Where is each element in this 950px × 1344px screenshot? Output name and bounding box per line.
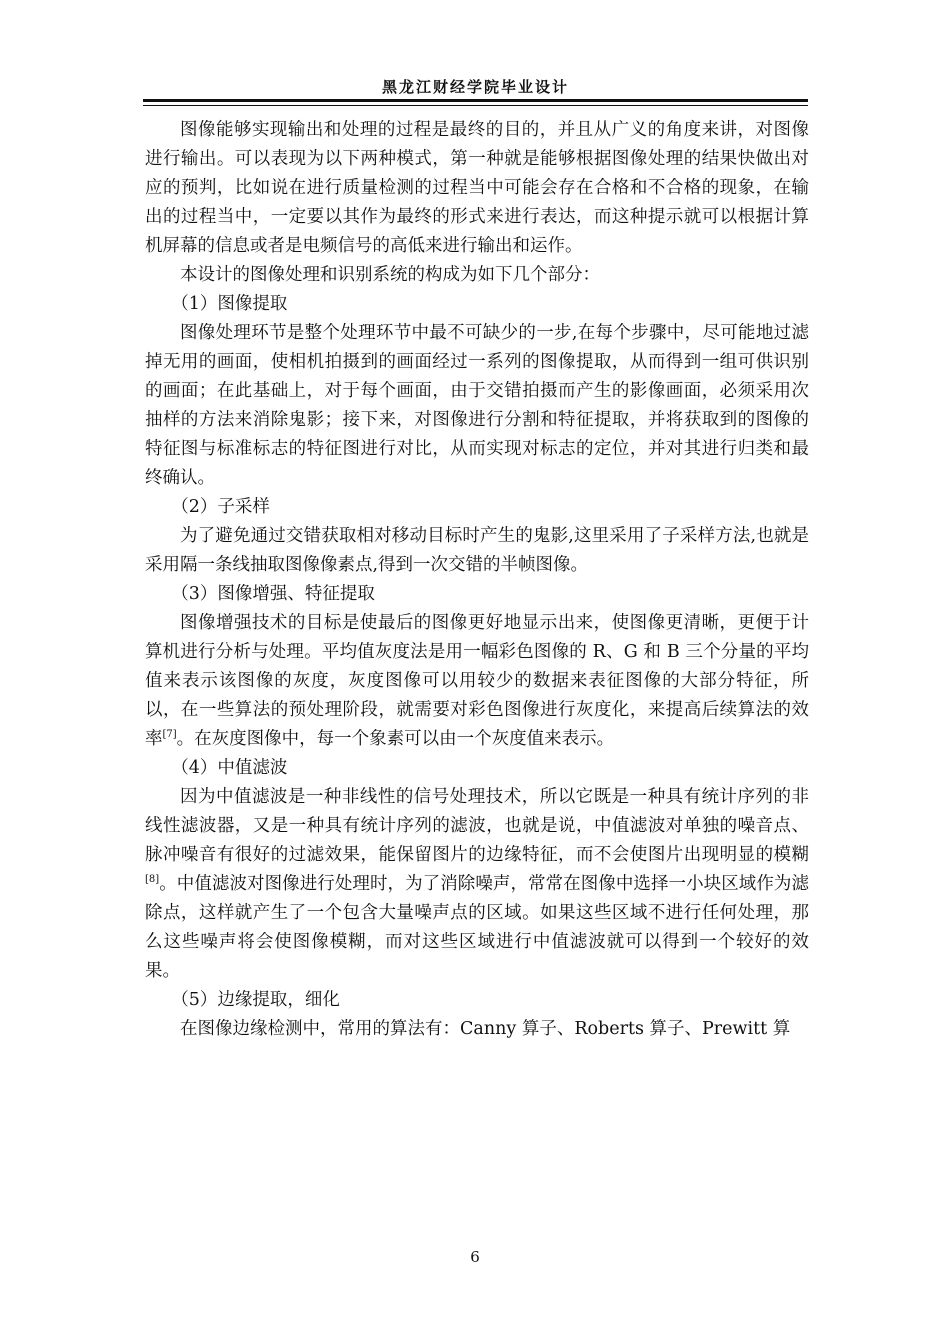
heading-median-filter: （4）中值滤波 xyxy=(171,758,288,778)
page-number: 6 xyxy=(470,1248,480,1266)
heading-edge-extraction: （5）边缘提取，细化 xyxy=(171,990,340,1010)
page-header: 黑龙江财经学院毕业设计 xyxy=(381,78,569,96)
heading-enhancement: （3）图像增强、特征提取 xyxy=(171,584,375,604)
citation-7: [7] xyxy=(162,729,177,740)
paragraph-enhancement-after: 。在灰度图像中，每一个象素可以由一个灰度值来表示。 xyxy=(176,729,615,749)
paragraph-median-filter-after: 。中值滤波对图像进行处理时，为了消除噪声，常常在图像中选择一小块区域作为滤除点，这样就产生了一个包含大量噪声点的区域。如果这些区域不进行任何处理，那么这些噪声将会使图像模糊，而对这些区域进行中值滤波就可以得到一个较好的效果。 xyxy=(145,874,809,981)
header-rule-thin xyxy=(143,105,808,106)
paragraph-image-extraction: 图像处理环节是整个处理环节中最不可缺少的一步,在每个步骤中，尽可能地过滤掉无用的画面，使相机拍摄到的画面经过一系列的图像提取，从而得到一组可供识别的画面；在此基础上，对于每个画面，由于交错拍摄而产生的影像画面，必须采用次抽样的方法来消除鬼影；接下来，对图像进行分割和特征提取，并将获取到的图像的特征图与标准标志的特征图进行对比，从而实现对标志的定位，并对其进行归类和最终确认。 xyxy=(145,323,809,488)
paragraph-enhancement-text: 图像增强技术的目标是使最后的图像更好地显示出来，使图像更清晰，更便于计算机进行分析与处理。平均值灰度法是用一幅彩色图像的 R、G 和 B 三个分量的平均值来表示该图像的灰度，灰度图像可以用较少的数据来表征图像的大部分特征，所以，在一些算法的预处理阶段，就需要对彩色图像进行灰度化，来提高后续算法的效率 xyxy=(145,613,809,749)
header-rule-thick xyxy=(143,99,808,102)
paragraph-median-filter xyxy=(145,783,809,986)
paragraph-enhancement xyxy=(145,609,809,754)
paragraph-system-intro: 本设计的图像处理和识别系统的构成为如下几个部分： xyxy=(180,265,600,285)
paragraph-median-filter-text: 因为中值滤波是一种非线性的信号处理技术，所以它既是一种具有统计序列的非线性滤波器，又是一种具有统计序列的滤波，也就是说，中值滤波对单独的噪音点、脉冲噪音有很好的过滤效果，能保留图片的边缘特征，而不会使图片出现明显的模糊 xyxy=(145,787,809,865)
heading-image-extraction: （1）图像提取 xyxy=(171,294,288,314)
body-text xyxy=(145,116,809,1044)
heading-subsampling: （2）子采样 xyxy=(171,497,270,517)
paragraph-output: 图像能够实现输出和处理的过程是最终的目的，并且从广义的角度来讲，对图像进行输出。可以表现为以下两种模式，第一种就是能够根据图像处理的结果快做出对应的预判，比如说在进行质量检测的过程当中可能会存在合格和不合格的现象，在输出的过程当中，一定要以其作为最终的形式来进行表达，而这种提示就可以根据计算机屏幕的信息或者是电频信号的高低来进行输出和运作。 xyxy=(145,120,809,256)
citation-8: [8] xyxy=(145,874,160,885)
paragraph-subsampling: 为了避免通过交错获取相对移动目标时产生的鬼影,这里采用了子采样方法,也就是采用隔一条线抽取图像像素点,得到一次交错的半帧图像。 xyxy=(145,526,809,575)
paragraph-edge-extraction: 在图像边缘检测中，常用的算法有：Canny 算子、Roberts 算子、Prewitt 算 xyxy=(180,1019,791,1039)
